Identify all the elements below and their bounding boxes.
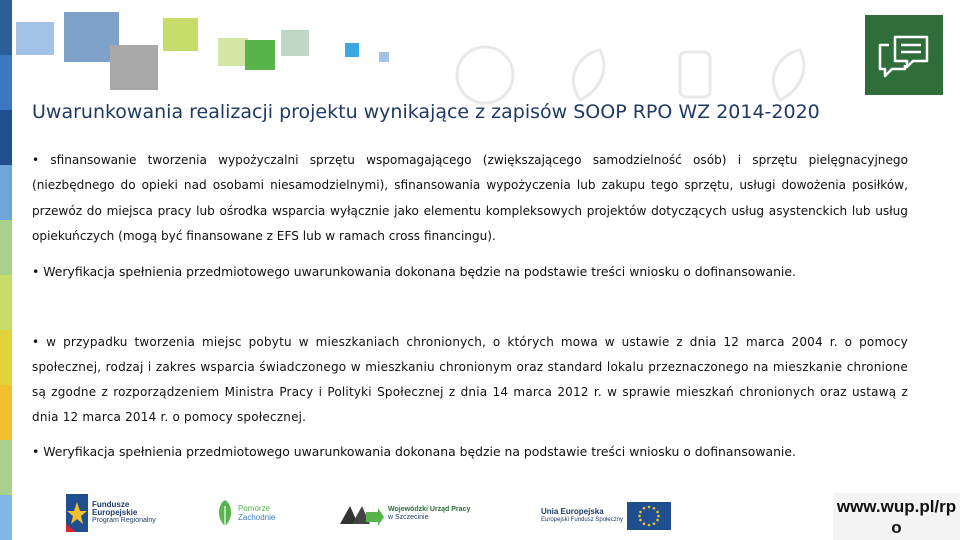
pomorze-line1: Pomorze <box>238 504 271 513</box>
chat-icon-box <box>865 15 943 95</box>
wup-line1: Wojewódzki Urząd Pracy <box>388 506 471 513</box>
ue-line1: Unia Europejska <box>541 507 604 516</box>
pomorze-line2: Zachodnie <box>238 513 276 522</box>
logo-wup-szczecin <box>338 500 470 528</box>
fe-line2: Europejskie <box>92 508 138 517</box>
logo-fundusze-europejskie <box>66 494 156 532</box>
paragraph-equipment: • sfinansowanie tworzenia wypożyczalni sprzętu wspomagającego (zwiększającego samodzielność osób) i sprzętu pielęgnacyjnego (niezbędnego do opieki nad osobami niesamodzielnymi), sfinansowania wypożyczenia lub zakupu tego sprzętu, usługi dowożenia posiłków, przewóz do miejsca pracy lub ośrodka wsparcia wyłącznie jako elementu kompleksowych projektów dotyczących usług asystenckich lub usług opiekuńczych (mogą być finansowane z EFS lub w ramach cross financingu). <box>32 153 908 243</box>
chat-bubbles-icon <box>865 15 943 95</box>
footer-url <box>833 493 960 540</box>
wup-line2: w Szczecinie <box>388 514 429 521</box>
footer-url-text[interactable]: www.wup.pl/rpo <box>836 497 957 537</box>
paragraph-sheltered-housing: • w przypadku tworzenia miejsc pobytu w mieszkaniach chronionych, o których mowa w ustawie z dnia 12 marca 2004 r. o pomocy społecznej, rodzaj i zakres wsparcia świadczonego w mieszkaniu chronionym oraz standard lokalu przeznaczonego na mieszkanie chronione są zgodne z rozporządzeniem Ministra Pracy i Polityki Społecznej z dnia 14 marca 2012 r. w sprawie mieszkań chronionych oraz ustawą z dnia 12 marca 2014 r. o pomocy społecznej. <box>32 335 908 424</box>
logo-unia-europejska <box>541 502 671 530</box>
fe-line1: Fundusze <box>92 500 130 509</box>
logo-pomorze-zachodnie <box>216 498 275 528</box>
ue-line2: Europejski Fundusz Społeczny <box>541 517 624 523</box>
verification-note-2: • Weryfikacja spełnienia przedmiotowego uwarunkowania dokonana będzie na podstawie treści wniosku o dofinansowanie. <box>32 444 796 459</box>
pomorze-leaf-icon <box>216 498 234 528</box>
fe-line3: Program Regionalny <box>92 517 156 524</box>
eu-flag-icon <box>627 502 671 530</box>
page-title: Uwarunkowania realizacji projektu wynikające z zapisów SOOP RPO WZ 2014-2020 <box>32 101 820 123</box>
fe-star-icon <box>66 494 88 532</box>
footer-logos <box>0 488 960 540</box>
verification-note-1: • Weryfikacja spełnienia przedmiotowego uwarunkowania dokonana będzie na podstawie treści wniosku o dofinansowanie. <box>32 264 796 279</box>
wup-emblem-icon <box>338 500 384 528</box>
left-color-stripe <box>0 0 12 540</box>
